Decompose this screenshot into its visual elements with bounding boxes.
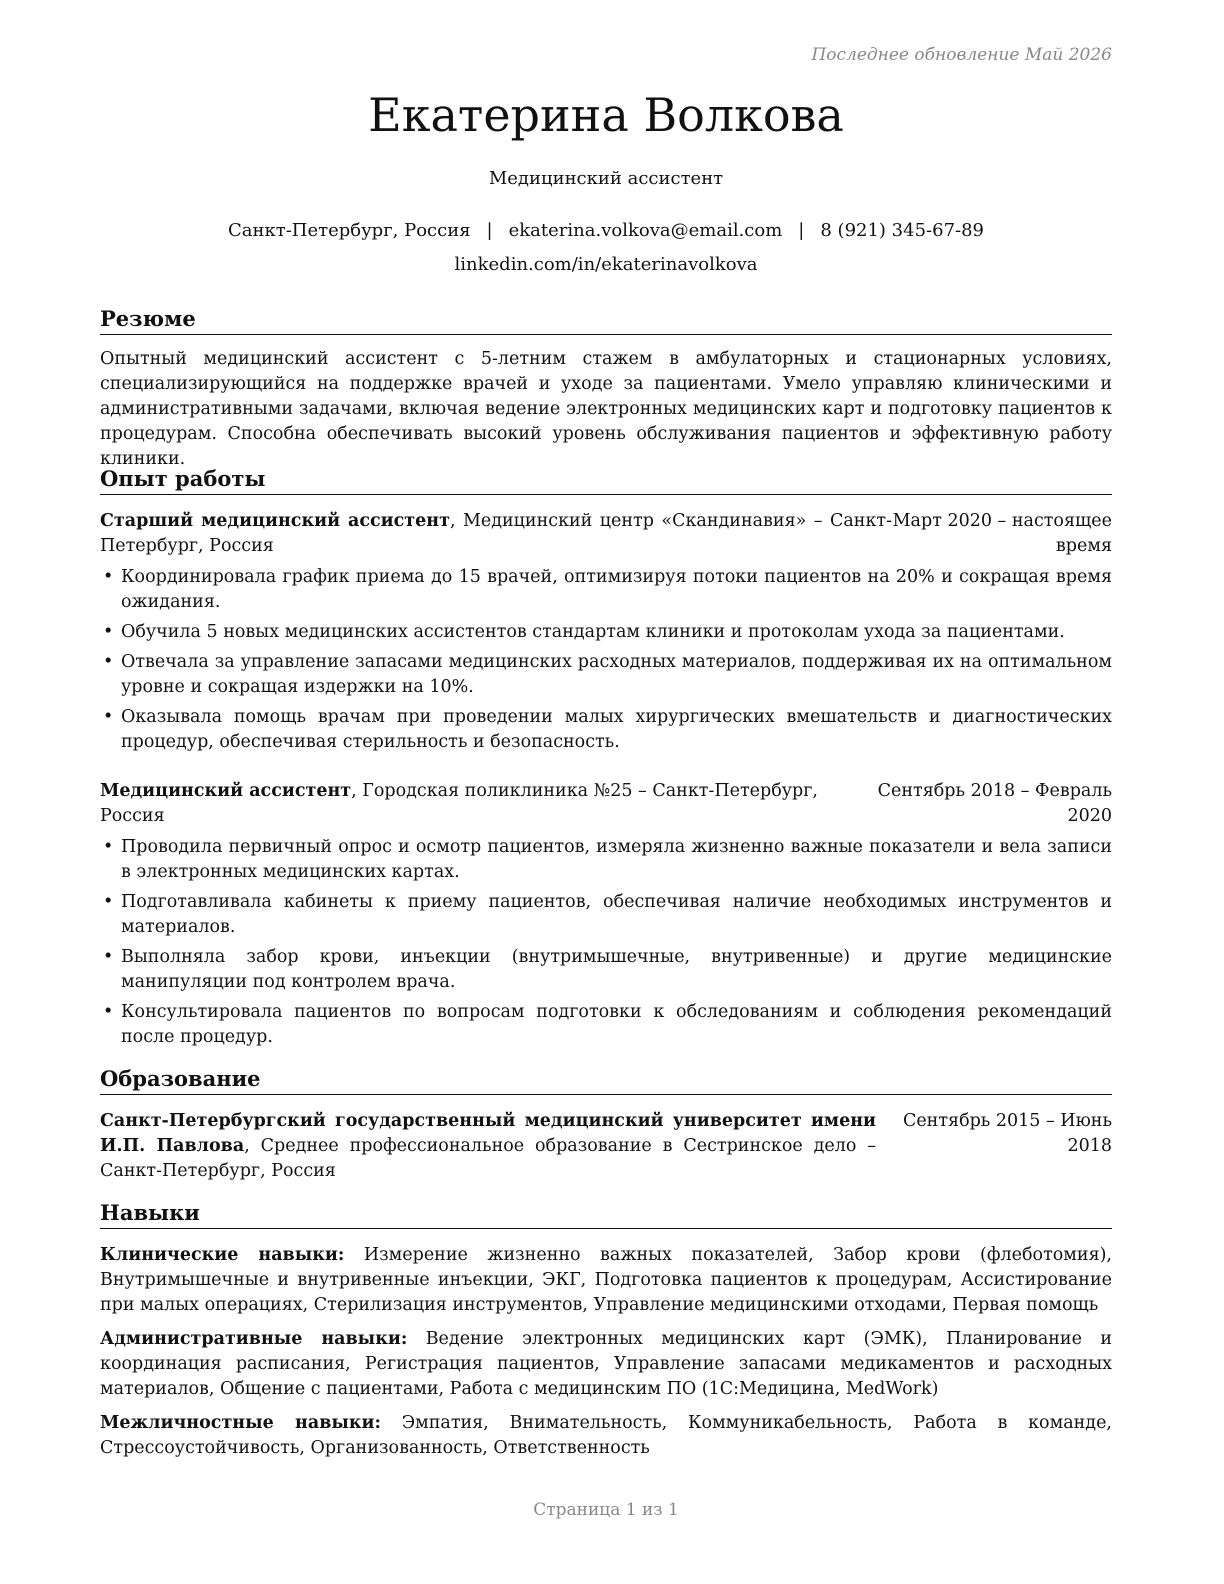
job-title: Медицинский ассистент: [488, 168, 724, 189]
job-header: [100, 509, 1112, 559]
section-heading: Опыт работы: [100, 465, 1112, 495]
education-details: , Среднее профессиональное образование в Сестринское дело – Санкт-Петербург, Россия: [100, 1136, 876, 1181]
linkedin-link[interactable]: linkedin.com/in/ekaterinavolkova: [454, 254, 758, 275]
skill-text: Измерение жизненно важных показателей, Забор крови (флеботомия), Внутримышечные и внутривенные инъекции, ЭКГ, Подготовка пациентов к процедурам, Ассистирование при малых операциях, Стерилизация инструментов, Управление медицинскими отходами, Первая помощь: [100, 1245, 1112, 1315]
page-number: Страница 1 из 1: [533, 1500, 679, 1520]
skill-group: [100, 1411, 1112, 1461]
list-item: • Обучила 5 новых медицинских ассистентов стандартам клиники и протоколам ухода за пациентами.: [100, 620, 1112, 645]
job-dates: Сентябрь 2018 – Февраль 2020: [877, 781, 1112, 826]
job-bullets: [100, 835, 1112, 1050]
skill-label: Клинические навыки:: [100, 1245, 345, 1265]
skill-label: Административные навыки:: [100, 1329, 408, 1349]
list-item: • Подготавливала кабинеты к приему пациентов, обеспечивая наличие необходимых инструментов и материалов.: [100, 890, 1112, 940]
separator: |: [486, 220, 493, 241]
job-org: , Медицинский центр «Скандинавия» – Санкт-Петербург, Россия: [100, 511, 892, 556]
candidate-name: Екатерина Волкова: [368, 88, 844, 142]
experience-section: [100, 465, 1112, 1055]
job-dates: Март 2020 – настоящее время: [892, 511, 1112, 556]
job-header: [100, 779, 1112, 829]
skill-text: Ведение электронных медицинских карт (ЭМК), Планирование и координация расписания, Регистрация пациентов, Управление запасами медикаментов и расходных материалов, Общение с пациентами, Работа с медицинским ПО (1С:Медицина, MedWork): [100, 1329, 1112, 1399]
school-name: Санкт-Петербургский государственный медицинский университет имени И.П. Павлова: [100, 1111, 876, 1156]
job-org: , Городская поликлиника №25 – Санкт-Петербург, Россия: [100, 781, 818, 826]
education-dates: Сентябрь 2015 – Июнь 2018: [902, 1111, 1112, 1156]
summary-section: [100, 305, 1112, 472]
education-section: [100, 1065, 1112, 1184]
list-item: • Координировала график приема до 15 врачей, оптимизируя потоки пациентов на 20% и сокращая время ожидания.: [100, 565, 1112, 615]
list-item: • Проводила первичный опрос и осмотр пациентов, измеряла жизненно важные показатели и вела записи в электронных медицинских картах.: [100, 835, 1112, 885]
skill-group: [100, 1327, 1112, 1402]
last-updated: Последнее обновление Май 2026: [811, 45, 1112, 65]
job-role: Старший медицинский ассистент: [100, 511, 450, 531]
skill-label: Межличностные навыки:: [100, 1413, 381, 1433]
skill-group: [100, 1243, 1112, 1318]
education-entry: [100, 1109, 1112, 1184]
skill-text: Эмпатия, Внимательность, Коммуникабельность, Работа в команде, Стрессоустойчивость, Организованность, Ответственность: [100, 1413, 1112, 1458]
list-item: • Отвечала за управление запасами медицинских расходных материалов, поддерживая их на оптимальном уровне и сокращая издержки на 10%.: [100, 650, 1112, 700]
skills-section: [100, 1199, 1112, 1461]
resume-page: [100, 0, 1112, 1584]
email-link[interactable]: ekaterina.volkova@email.com: [508, 220, 783, 241]
section-heading: Навыки: [100, 1199, 1112, 1229]
section-heading: Резюме: [100, 305, 1112, 335]
location: Санкт-Петербург, Россия: [227, 220, 471, 241]
contact-line: [100, 220, 1112, 241]
job-entry: [100, 509, 1112, 755]
separator: |: [798, 220, 805, 241]
job-role: Медицинский ассистент: [100, 781, 352, 801]
summary-text: Опытный медицинский ассистент с 5-летним стажем в амбулаторных и стационарных условиях, специализирующийся на поддержке врачей и уходе за пациентами. Умело управляю клиническими и административными задачами, включая ведение электронных медицинских карт и подготовку пациентов к процедурам. Способна обеспечивать высокий уровень обслуживания пациентов и эффективную работу клиники.: [100, 349, 1112, 469]
list-item: • Выполняла забор крови, инъекции (внутримышечные, внутривенные) и другие медицинские манипуляции под контролем врача.: [100, 945, 1112, 995]
list-item: • Консультировала пациентов по вопросам подготовки к обследованиям и соблюдения рекомендаций после процедур.: [100, 1000, 1112, 1050]
section-heading: Образование: [100, 1065, 1112, 1095]
job-entry: [100, 779, 1112, 1050]
phone: 8 (921) 345-67-89: [820, 220, 985, 241]
job-bullets: [100, 565, 1112, 755]
list-item: • Оказывала помощь врачам при проведении малых хирургических вмешательств и диагностических процедур, обеспечивая стерильность и безопасность.: [100, 705, 1112, 755]
